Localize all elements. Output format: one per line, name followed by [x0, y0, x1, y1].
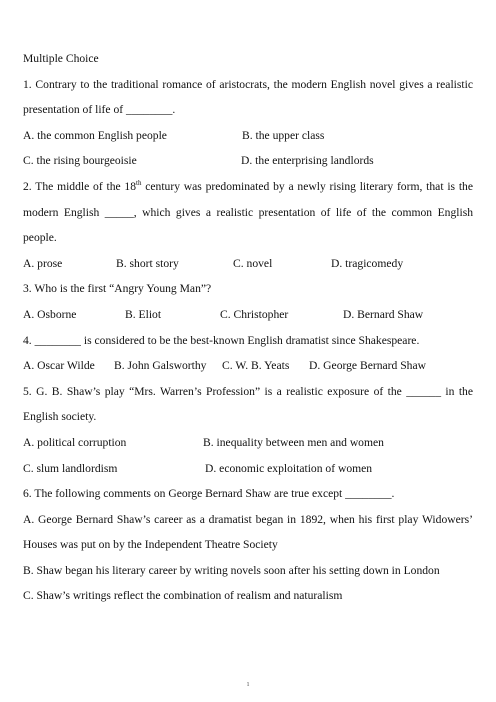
question-4-text: 4. ________ is considered to be the best-known English dramatist since Shakespeare.	[23, 333, 420, 347]
question-6-option-a: A. George Bernard Shaw’s career as a dramatist began in 1892, when his first play Widowers’ Houses was put on by the Independent Theatre Society	[23, 512, 473, 552]
question-5-option-a: A. political corruption	[23, 435, 127, 449]
question-6-option-b: B. Shaw began his literary career by writing novels soon after his setting down in London	[23, 563, 440, 577]
question-2-text-start: 2. The middle of the 18	[23, 179, 137, 193]
question-5-option-b: B. inequality between men and women	[203, 435, 384, 449]
question-1-option-c: C. the rising bourgeoisie	[23, 154, 137, 168]
question-6-option-c: C. Shaw’s writings reflect the combination of realism and naturalism	[23, 589, 343, 603]
question-2-ordinal-suffix: th	[136, 179, 142, 188]
question-1-option-b: B. the upper class	[242, 128, 325, 142]
question-3-option-a: A. Osborne	[23, 307, 77, 321]
question-4-option-d: D. George Bernard Shaw	[309, 359, 426, 373]
question-1-option-d: D. the enterprising landlords	[241, 154, 374, 168]
question-2-options-row	[23, 251, 473, 277]
question-1-options-row-2	[23, 148, 473, 174]
question-1-option-a: A. the common English people	[23, 128, 167, 142]
question-3-option-b: B. Eliot	[125, 307, 162, 321]
question-5-option-c: C. slum landlordism	[23, 461, 118, 475]
question-2-text-end: century was predominated by a newly rising literary form, that is the modern English _____, which gives a realistic presentation of life of the common English people.	[23, 179, 473, 245]
question-1-options-row-1	[23, 123, 473, 149]
question-4-option-a: A. Oscar Wilde	[23, 359, 95, 373]
question-1-text: 1. Contrary to the traditional romance of aristocrats, the modern English novel gives a realistic presentation of life of ________.	[23, 77, 473, 117]
question-4-option-c: C. W. B. Yeats	[222, 359, 290, 373]
question-3-text: 3. Who is the first “Angry Young Man”?	[23, 282, 212, 296]
question-2-option-d: D. tragicomedy	[331, 256, 404, 270]
question-5-option-d: D. economic exploitation of women	[205, 461, 373, 475]
document-page	[23, 46, 473, 609]
question-4-option-b: B. John Galsworthy	[114, 359, 207, 373]
question-5-text: 5. G. B. Shaw’s play “Mrs. Warren’s Profession” is a realistic exposure of the ______ in the English society.	[23, 384, 473, 424]
section-title: Multiple Choice	[23, 52, 99, 65]
question-2-option-b: B. short story	[116, 256, 179, 270]
question-2-text	[23, 174, 473, 251]
question-5-options-row-2	[23, 456, 473, 482]
question-2-option-a: A. prose	[23, 256, 63, 270]
question-2-option-c: C. novel	[233, 256, 273, 270]
question-4-options-row	[23, 353, 473, 379]
question-5-options-row-1	[23, 430, 473, 456]
page-number: 1	[246, 682, 250, 688]
question-3-options-row	[23, 302, 473, 328]
question-3-option-d: D. Bernard Shaw	[343, 307, 424, 321]
question-6-text: 6. The following comments on George Bernard Shaw are true except ________.	[23, 487, 395, 501]
question-3-option-c: C. Christopher	[220, 307, 289, 321]
